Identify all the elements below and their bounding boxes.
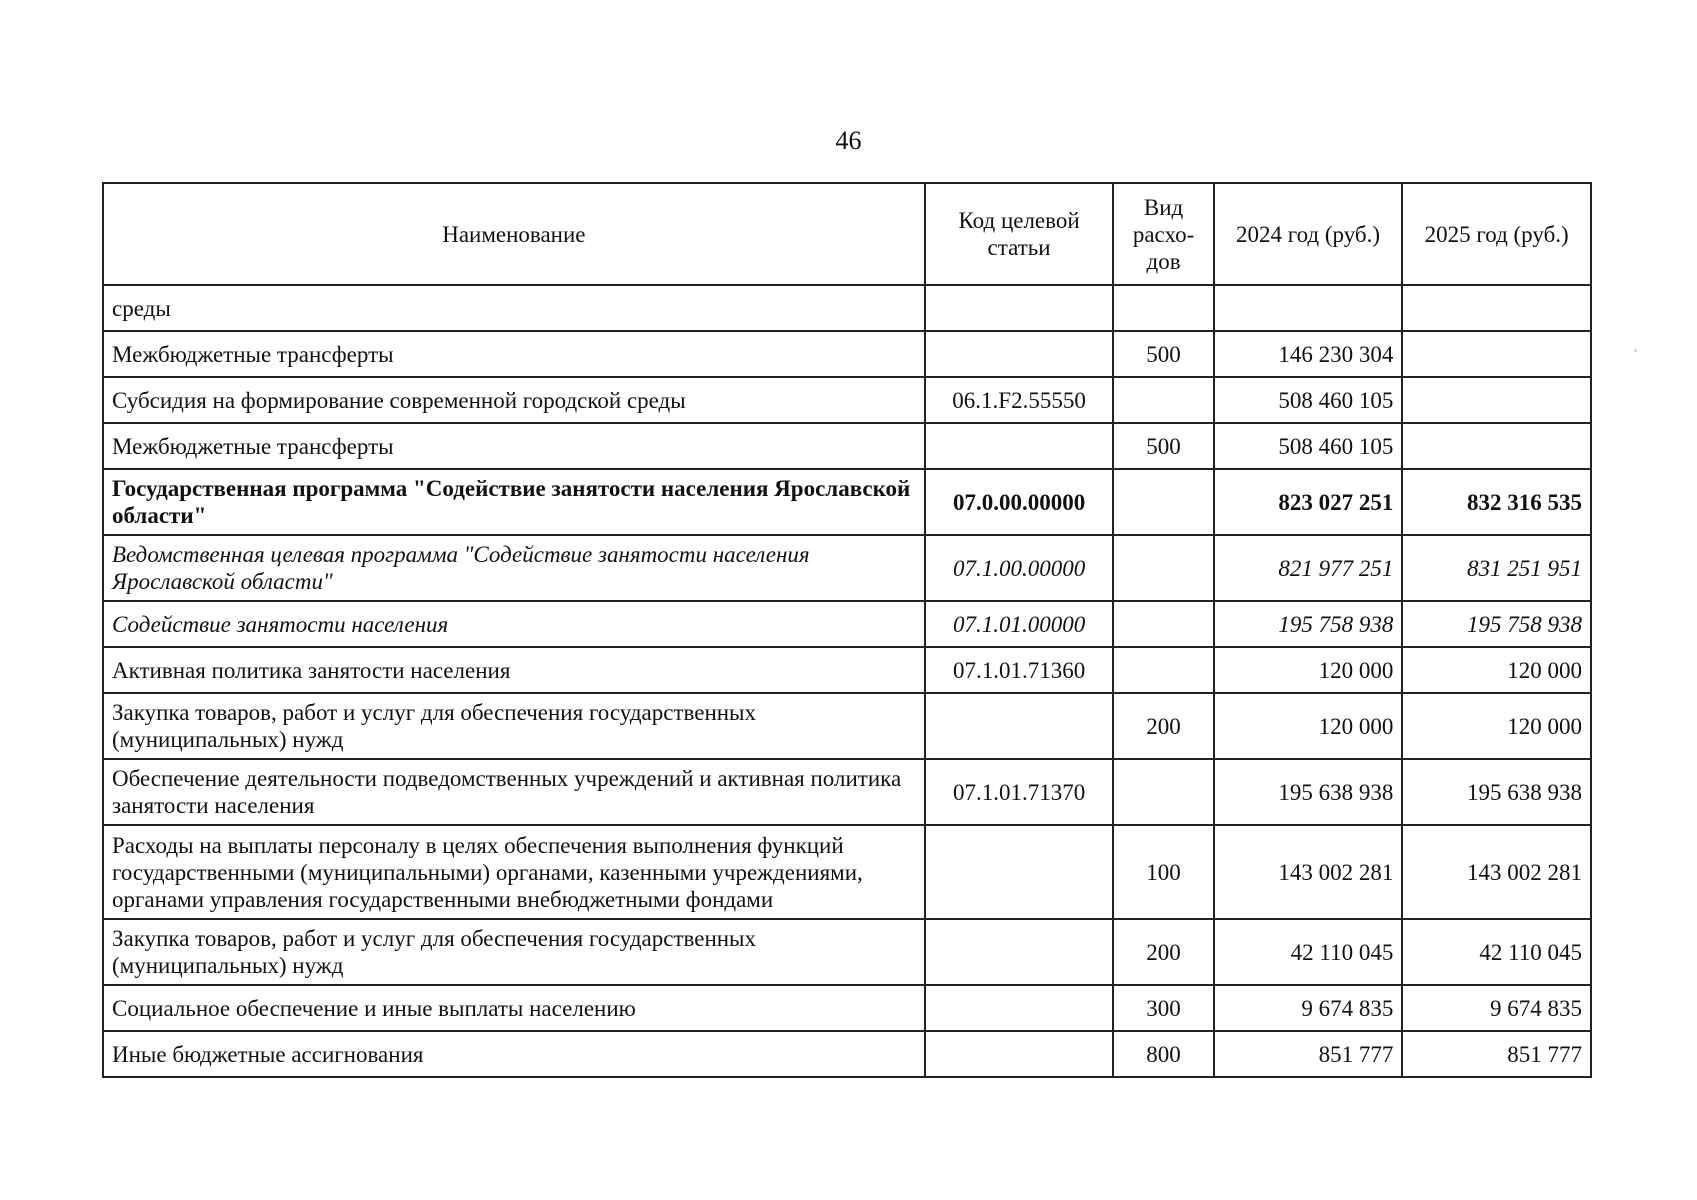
table-row — [103, 647, 1591, 693]
cell-2025 — [1402, 285, 1591, 331]
cell-type — [1113, 535, 1213, 601]
cell-2024: 195 638 938 — [1214, 759, 1403, 825]
table-row — [103, 285, 1591, 331]
cell-code — [925, 985, 1114, 1031]
cell-2025: 42 110 045 — [1402, 919, 1591, 985]
cell-2024: 823 027 251 — [1214, 469, 1403, 535]
cell-2025 — [1402, 331, 1591, 377]
header-2024: 2024 год (руб.) — [1214, 183, 1403, 285]
table-row — [103, 331, 1591, 377]
cell-code: 07.1.00.00000 — [925, 535, 1114, 601]
cell-type — [1113, 469, 1213, 535]
table-row — [103, 919, 1591, 985]
cell-2024: 508 460 105 — [1214, 377, 1403, 423]
table-header-row — [103, 183, 1591, 285]
table-row — [103, 377, 1591, 423]
cell-code — [925, 825, 1114, 919]
table-row — [103, 693, 1591, 759]
cell-name: Социальное обеспечение и иные выплаты населению — [103, 985, 925, 1031]
table-row — [103, 423, 1591, 469]
cell-code: 07.1.01.71370 — [925, 759, 1114, 825]
table-row — [103, 1031, 1591, 1077]
cell-2024: 120 000 — [1214, 647, 1403, 693]
cell-2024: 195 758 938 — [1214, 601, 1403, 647]
cell-type: 200 — [1113, 919, 1213, 985]
cell-2025: 120 000 — [1402, 647, 1591, 693]
cell-type: 100 — [1113, 825, 1213, 919]
header-2025: 2025 год (руб.) — [1402, 183, 1591, 285]
cell-name: Активная политика занятости населения — [103, 647, 925, 693]
cell-2025: 9 674 835 — [1402, 985, 1591, 1031]
cell-name: Иные бюджетные ассигнования — [103, 1031, 925, 1077]
cell-name: Содействие занятости населения — [103, 601, 925, 647]
cell-name: Закупка товаров, работ и услуг для обеспечения государственных (муниципальных) нужд — [103, 693, 925, 759]
cell-code: 07.1.01.00000 — [925, 601, 1114, 647]
table-row — [103, 985, 1591, 1031]
cell-type: 300 — [1113, 985, 1213, 1031]
cell-name: среды — [103, 285, 925, 331]
table-row — [103, 825, 1591, 919]
cell-type: 500 — [1113, 331, 1213, 377]
header-code: Код целевой статьи — [925, 183, 1114, 285]
cell-name: Обеспечение деятельности подведомственных учреждений и активная политика занятости населения — [103, 759, 925, 825]
cell-2025: 195 638 938 — [1402, 759, 1591, 825]
cell-code — [925, 423, 1114, 469]
scan-artifact-dot — [1634, 349, 1637, 352]
cell-2024: 146 230 304 — [1214, 331, 1403, 377]
cell-code — [925, 285, 1114, 331]
cell-type: 200 — [1113, 693, 1213, 759]
table-row — [103, 759, 1591, 825]
table-row — [103, 469, 1591, 535]
cell-code: 06.1.F2.55550 — [925, 377, 1114, 423]
cell-name: Расходы на выплаты персоналу в целях обеспечения выполнения функций государственными (муниципальными) органами, казенными учреждениями, органами управления государственными внебюджетными фондами — [103, 825, 925, 919]
cell-type — [1113, 647, 1213, 693]
cell-2024: 120 000 — [1214, 693, 1403, 759]
cell-2024: 851 777 — [1214, 1031, 1403, 1077]
cell-name: Закупка товаров, работ и услуг для обеспечения государственных (муниципальных) нужд — [103, 919, 925, 985]
cell-code — [925, 693, 1114, 759]
cell-2025: 832 316 535 — [1402, 469, 1591, 535]
cell-code — [925, 331, 1114, 377]
cell-2024: 9 674 835 — [1214, 985, 1403, 1031]
cell-2024 — [1214, 285, 1403, 331]
cell-type — [1113, 285, 1213, 331]
cell-2025 — [1402, 377, 1591, 423]
header-name: Наименование — [103, 183, 925, 285]
cell-2025: 195 758 938 — [1402, 601, 1591, 647]
table-row — [103, 601, 1591, 647]
cell-type — [1113, 601, 1213, 647]
cell-2024: 508 460 105 — [1214, 423, 1403, 469]
cell-code: 07.0.00.00000 — [925, 469, 1114, 535]
cell-name: Межбюджетные трансферты — [103, 423, 925, 469]
cell-code: 07.1.01.71360 — [925, 647, 1114, 693]
cell-2025: 120 000 — [1402, 693, 1591, 759]
cell-type — [1113, 377, 1213, 423]
page-number: 46 — [835, 126, 862, 155]
cell-2025: 851 777 — [1402, 1031, 1591, 1077]
cell-name: Субсидия на формирование современной городской среды — [103, 377, 925, 423]
cell-type: 800 — [1113, 1031, 1213, 1077]
table-row — [103, 535, 1591, 601]
cell-type: 500 — [1113, 423, 1213, 469]
cell-2025 — [1402, 423, 1591, 469]
cell-name: Межбюджетные трансферты — [103, 331, 925, 377]
cell-name: Государственная программа "Содействие занятости населения Ярославской области" — [103, 469, 925, 535]
budget-table — [102, 182, 1592, 1078]
cell-code — [925, 1031, 1114, 1077]
cell-2024: 143 002 281 — [1214, 825, 1403, 919]
header-type: Вид расхо-дов — [1113, 183, 1213, 285]
cell-2025: 831 251 951 — [1402, 535, 1591, 601]
cell-type — [1113, 759, 1213, 825]
cell-2024: 42 110 045 — [1214, 919, 1403, 985]
cell-name: Ведомственная целевая программа "Содействие занятости населения Ярославской области" — [103, 535, 925, 601]
cell-code — [925, 919, 1114, 985]
cell-2024: 821 977 251 — [1214, 535, 1403, 601]
cell-2025: 143 002 281 — [1402, 825, 1591, 919]
